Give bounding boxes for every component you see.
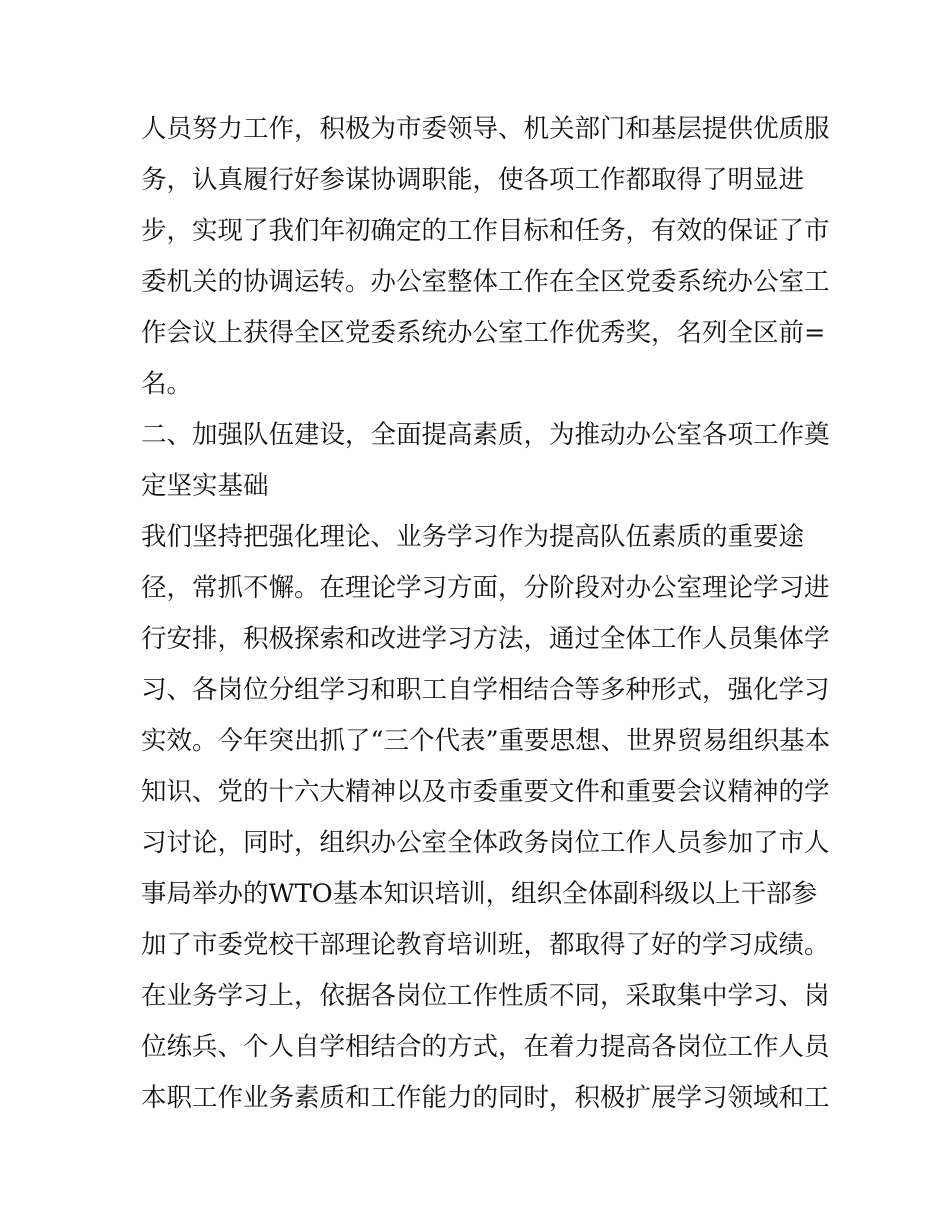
text-line: 我们坚持把强化理论、业务学习作为提高队伍素质的重要途 bbox=[141, 522, 805, 552]
text-line: 加了市委党校干部理论教育培训班，都取得了好的学习成绩。 bbox=[141, 930, 830, 960]
text-line: 名。 bbox=[141, 369, 193, 399]
text-line: 事局举办的WTO基本知识培训，组织全体副科级以上干部参 bbox=[141, 879, 818, 909]
text-line: 本职工作业务素质和工作能力的同时，积极扩展学习领域和工 bbox=[141, 1083, 830, 1113]
text-line: 委机关的协调运转。办公室整体工作在全区党委系统办公室工 bbox=[141, 267, 830, 297]
text-line: 务，认真履行好参谋协调职能，使各项工作都取得了明显进 bbox=[141, 165, 805, 195]
text-line: 习讨论，同时，组织办公室全体政务岗位工作人员参加了市人 bbox=[141, 828, 830, 858]
text-line: 知识、党的十六大精神以及市委重要文件和重要会议精神的学 bbox=[141, 777, 830, 807]
text-line: 作会议上获得全区党委系统办公室工作优秀奖，名列全区前= bbox=[141, 318, 826, 348]
body-text bbox=[141, 104, 831, 1124]
text-line: 位练兵、个人自学相结合的方式，在着力提高各岗位工作人员 bbox=[141, 1032, 830, 1062]
text-line: 实效。今年突出抓了“三个代表”重要思想、世界贸易组织基本 bbox=[141, 726, 831, 756]
section-heading-line: 定坚实基础 bbox=[141, 471, 269, 501]
text-line: 在业务学习上，依据各岗位工作性质不同，采取集中学习、岗 bbox=[141, 981, 830, 1011]
text-line: 径，常抓不懈。在理论学习方面，分阶段对办公室理论学习进 bbox=[141, 573, 830, 603]
text-line: 人员努力工作，积极为市委领导、机关部门和基层提供优质服 bbox=[141, 114, 830, 144]
text-line: 步，实现了我们年初确定的工作目标和任务，有效的保证了市 bbox=[141, 216, 830, 246]
text-line: 行安排，积极探索和改进学习方法，通过全体工作人员集体学 bbox=[141, 624, 830, 654]
section-heading-line: 二、加强队伍建设，全面提高素质，为推动办公室各项工作奠 bbox=[141, 420, 830, 450]
text-line: 习、各岗位分组学习和职工自学相结合等多种形式，强化学习 bbox=[141, 675, 830, 705]
